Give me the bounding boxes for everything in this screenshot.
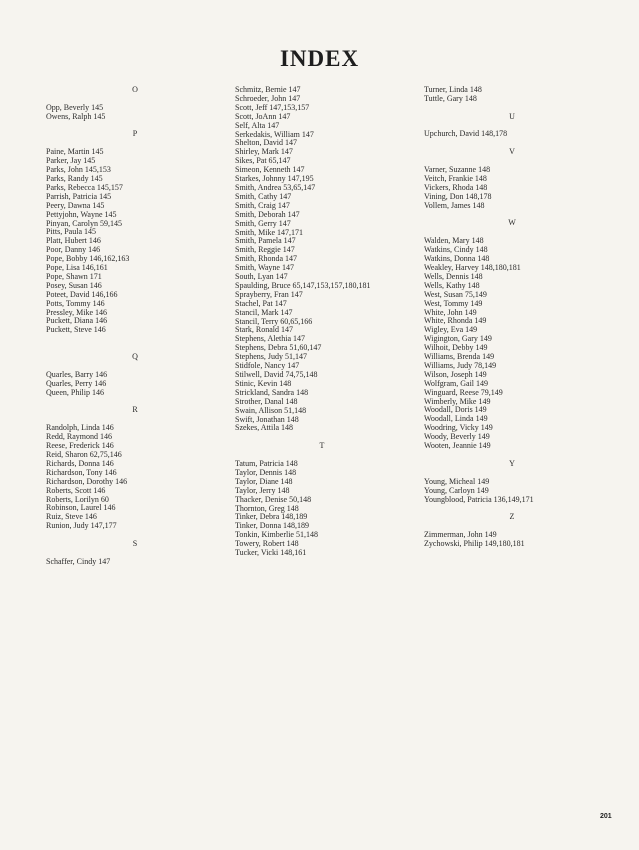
index-entry: Stidfole, Nancy 147 xyxy=(235,361,300,371)
index-entry: Platt, Hubert 146 xyxy=(46,236,101,246)
index-entry: Stinic, Kevin 148 xyxy=(235,378,292,388)
index-entry: Tucker, Vicki 148,161 xyxy=(235,548,307,558)
index-entry: Pope, Bobby 146,162,163 xyxy=(46,254,130,264)
index-entry: Puckett, Diana 146 xyxy=(46,316,108,326)
index-entry: Young, Micheal 149 xyxy=(424,476,490,486)
index-entry: Richardson, Dorothy 146 xyxy=(46,476,128,486)
section-letter: W xyxy=(508,218,516,228)
index-entry: Smith, Rhonda 147 xyxy=(235,254,298,264)
index-entry: Smith, Reggie 147 xyxy=(235,245,295,255)
page-title: INDEX xyxy=(279,46,360,71)
index-entry: Shirley, Mark 147 xyxy=(235,147,293,157)
index-entry: Schroeder, John 147 xyxy=(235,93,301,103)
section-letter: O xyxy=(132,85,138,94)
index-entry: Parrish, Patricia 145 xyxy=(46,191,112,201)
section-letter: P xyxy=(132,129,138,139)
index-entry: Smith, Cathy 147 xyxy=(235,191,292,201)
index-entry: Redd, Raymond 146 xyxy=(46,432,112,442)
index-entry: Winguard, Reese 79,149 xyxy=(424,387,503,397)
index-entry: Richards, Donna 146 xyxy=(46,458,114,468)
index-entry: Spaulding, Bruce 65,147,153,157,180,181 xyxy=(235,280,371,290)
index-entry: Swift, Jonathan 148 xyxy=(235,414,299,424)
section-letter: V xyxy=(509,147,515,157)
index-entry: Paine, Martin 145 xyxy=(46,147,104,157)
index-entry: Richardson, Tony 146 xyxy=(46,467,117,477)
index-entry: Vickers, Rhoda 148 xyxy=(424,182,488,192)
index-entry: Pressley, Mike 146 xyxy=(46,307,108,317)
index-entry: Reid, Sharon 62,75,146 xyxy=(46,449,122,459)
section-letter: U xyxy=(509,111,515,121)
index-entry: Wimberly, Mike 149 xyxy=(424,396,491,406)
index-entry: Ruiz, Steve 146 xyxy=(46,512,97,522)
index-entry: Wilson, Joseph 149 xyxy=(424,369,487,379)
index-entry: Pettyjohn, Wayne 145 xyxy=(46,209,117,219)
section-letter: S xyxy=(132,539,138,549)
index-entry: Smith, Mike 147,171 xyxy=(235,227,304,237)
index-entry: Walden, Mary 148 xyxy=(424,236,484,246)
index-entry: Stephens, Judy 51,147 xyxy=(235,352,307,362)
index-entry: Stancil, Terry 60,65,166 xyxy=(235,316,313,326)
index-entry: Taylor, Dennis 148 xyxy=(235,467,297,477)
index-entry: Scott, Jeff 147,153,157 xyxy=(235,102,310,112)
index-entry: White, Rhonda 149 xyxy=(424,316,487,326)
index-entry: West, Susan 75,149 xyxy=(424,289,487,299)
index-entry: Puckett, Steve 146 xyxy=(46,325,106,335)
index-entry: Stachel, Pat 147 xyxy=(235,298,287,308)
index-entry: Smith, Deborah 147 xyxy=(235,209,300,219)
index-entry: Taylor, Diane 148 xyxy=(235,476,293,486)
index-entry: Smith, Andrea 53,65,147 xyxy=(235,182,316,192)
index-entry: Pinyan, Carolyn 59,145 xyxy=(46,218,122,228)
index-entry: Self, Alta 147 xyxy=(235,120,280,130)
index-entry: Tonkin, Kimberlie 51,148 xyxy=(235,530,318,540)
index-entry: Szekes, Attila 148 xyxy=(235,423,293,433)
index-entry: Parks, John 145,153 xyxy=(46,165,111,175)
index-entry: Vining, Don 148,178 xyxy=(424,191,492,201)
index-entry: Youngblood, Patricia 136,149,171 xyxy=(424,494,534,504)
index-entry: Pope, Lisa 146,161 xyxy=(46,263,108,273)
index-entry: Roberts, Lorilyn 60 xyxy=(46,494,109,504)
index-entry: Weakley, Harvey 148,180,181 xyxy=(424,262,521,272)
index-entry: Pope, Shawn 171 xyxy=(46,271,102,281)
index-column-2 xyxy=(235,86,415,558)
index-entry: White, John 149 xyxy=(424,307,477,317)
index-entry: Williams, Brenda 149 xyxy=(424,352,495,362)
index-entry: Opp, Beverly 145 xyxy=(46,102,104,112)
index-entry: Veitch, Frankie 148 xyxy=(424,173,487,183)
index-entry: Quarles, Barry 146 xyxy=(46,369,108,379)
index-entry: Zychowski, Philip 149,180,181 xyxy=(424,538,525,548)
index-entry: Parks, Randy 145 xyxy=(46,173,103,183)
index-entry: Strother, Danal 148 xyxy=(235,396,298,406)
index-entry: Robinson, Laurel 146 xyxy=(46,503,116,513)
index-entry: Swain, Allison 51,148 xyxy=(235,405,307,415)
index-entry: Tinker, Debra 148,189 xyxy=(235,512,308,522)
index-column-3 xyxy=(424,86,604,549)
index-entry: South, Lyan 147 xyxy=(235,272,288,282)
index-entry: Tinker, Donna 148,189 xyxy=(235,521,310,531)
index-entry: Quarles, Perry 146 xyxy=(46,378,107,388)
index-entry: Wigington, Gary 149 xyxy=(424,334,492,344)
index-entry: Sprayberry, Fran 147 xyxy=(235,289,303,299)
spacer xyxy=(424,504,604,513)
index-entry: Woodall, Linda 149 xyxy=(424,414,488,424)
index-entry: Woody, Beverly 149 xyxy=(424,432,490,442)
section-letter: T xyxy=(319,441,325,451)
index-entry: Thornton, Greg 148 xyxy=(235,503,299,513)
spacer xyxy=(235,433,415,442)
index-entry: Schmitz, Bernie 147 xyxy=(235,85,301,94)
index-entry: Zimmerman, John 149 xyxy=(424,530,497,540)
index-entry: Shelton, David 147 xyxy=(235,138,297,148)
index-entry: Smith, Pamela 147 xyxy=(235,236,296,246)
index-entry: Towery, Robert 148 xyxy=(235,539,299,549)
index-entry: Peery, Dawna 145 xyxy=(46,200,105,210)
index-entry: Reese, Frederick 146 xyxy=(46,441,114,451)
index-entry: Schaffer, Cindy 147 xyxy=(46,556,111,566)
index-entry: Wigley, Eva 149 xyxy=(424,325,478,335)
index-entry: Smith, Wayne 147 xyxy=(235,263,294,273)
index-entry: Young, Carloyn 149 xyxy=(424,485,489,495)
index-column-1 xyxy=(46,86,224,567)
index-entry: Vollem, James 148 xyxy=(424,200,485,210)
index-entry: Parks, Rebecca 145,157 xyxy=(46,182,123,192)
index-entry: Queen, Philip 146 xyxy=(46,387,104,397)
index-entry: Strickland, Sandra 148 xyxy=(235,387,309,397)
index-entry: Watkins, Cindy 148 xyxy=(424,245,488,255)
index-entry: Stancil, Mark 147 xyxy=(235,307,293,317)
index-entry: Wooten, Jeannie 149 xyxy=(424,441,491,451)
index-entry: Poteet, David 146,166 xyxy=(46,289,118,299)
spacer xyxy=(46,335,224,344)
index-entry: Stephens, Debra 51,60,147 xyxy=(235,343,322,353)
index-entry: Stark, Ronald 147 xyxy=(235,325,293,335)
section-letter: R xyxy=(132,405,138,415)
index-entry: Runion, Judy 147,177 xyxy=(46,521,117,531)
index-entry: Taylor, Jerry 148 xyxy=(235,485,290,495)
index-entry: Upchurch, David 148,178 xyxy=(424,129,508,139)
index-entry: Smith, Craig 147 xyxy=(235,200,290,210)
index-entry: Potts, Tommy 146 xyxy=(46,298,105,308)
index-entry: Turner, Linda 148 xyxy=(424,85,482,94)
index-entry: Woodall, Doris 149 xyxy=(424,405,487,415)
index-entry: Wolfgram, Gail 149 xyxy=(424,378,489,388)
index-entry: Stilwell, David 74,75,148 xyxy=(235,370,318,379)
index-entry: Posey, Susan 146 xyxy=(46,280,102,290)
index-entry: Serkedakis, William 147 xyxy=(235,129,314,139)
index-entry: West, Tommy 149 xyxy=(424,298,483,308)
index-entry: Simeon, Kenneth 147 xyxy=(235,165,305,175)
index-entry: Wilhoit, Debby 149 xyxy=(424,343,488,353)
index-entry: Wells, Dennis 148 xyxy=(424,271,483,281)
index-entry: Thacker, Denise 50,148 xyxy=(235,494,312,504)
index-entry: Stephens, Alethia 147 xyxy=(235,334,305,344)
index-entry: Owens, Ralph 145 xyxy=(46,111,106,121)
index-entry: Woodring, Vicky 149 xyxy=(424,423,493,433)
index-entry: Roberts, Scott 146 xyxy=(46,485,106,495)
index-entry: Randolph, Linda 146 xyxy=(46,423,114,433)
index-entry: Starkes, Johnny 147,195 xyxy=(235,174,314,184)
index-entry: Pitts, Paula 145 xyxy=(46,227,97,237)
index-entry: Poor, Danny 146 xyxy=(46,245,101,255)
index-entry: Williams, Judy 78,149 xyxy=(424,360,497,370)
index-entry: Wells, Kathy 148 xyxy=(424,280,480,290)
index-entry: Parker, Jay 145 xyxy=(46,156,96,166)
index-entry: Varner, Suzanne 148 xyxy=(424,165,491,175)
section-letter: Q xyxy=(132,352,138,362)
index-entry: Smith, Gerry 147 xyxy=(235,218,291,228)
section-letter: Y xyxy=(509,458,515,468)
page-number: 201 xyxy=(600,813,612,820)
index-entry: Watkins, Donna 148 xyxy=(424,254,490,264)
section-letter: Z xyxy=(509,512,515,522)
index-entry: Tuttle, Gary 148 xyxy=(424,93,477,103)
index-entry: Scott, JoAnn 147 xyxy=(235,111,291,121)
index-entry: Sikes, Pat 65,147 xyxy=(235,156,291,166)
index-entry: Tatum, Patricia 148 xyxy=(235,459,298,469)
